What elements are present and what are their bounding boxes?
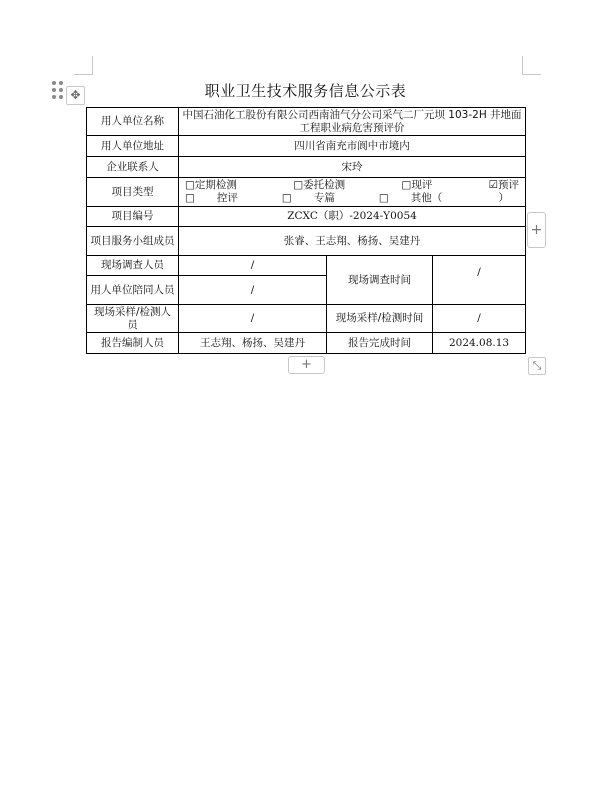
margin-corner-top-right [522,56,541,75]
sampling-staff-label: 现场采样/检测人员 [87,305,179,333]
survey-time-label: 现场调查时间 [327,256,433,305]
table-move-icon[interactable]: ✥ [66,86,85,105]
option-commissioned-check[interactable]: □委托检测 [293,179,346,191]
option-other[interactable]: □ 其他（ ） [378,192,510,204]
escort-label: 用人单位陪同人员 [87,276,179,305]
table-row [87,227,526,256]
report-done-value: 2024.08.13 [433,333,526,354]
team-value: 张睿、王志翔、杨扬、吴建丹 [179,227,526,256]
report-staff-value: 王志翔、杨扬、吴建丹 [179,333,327,354]
survey-time-value: / [433,256,526,305]
table-row [87,207,526,227]
option-special-chapter[interactable]: □ 专篇 [281,192,335,204]
report-staff-label: 报告编制人员 [87,333,179,354]
table-row [87,333,526,354]
table-row [87,256,526,276]
table-resize-icon[interactable]: ⤡ [528,357,546,375]
table-row [87,136,526,157]
checkbox-icon[interactable]: □ [401,179,412,191]
checkbox-icon[interactable]: □ [293,179,304,191]
project-no-value: ZCXC（职）-2024-Y0054 [179,207,526,227]
add-row-button[interactable]: + [288,356,325,374]
project-type-label: 项目类型 [87,178,179,207]
option-pre-eval[interactable]: ☑预评 [488,179,520,191]
team-label: 项目服务小组成员 [87,227,179,256]
option-control-eval[interactable]: □ 控评 [185,192,238,204]
survey-staff-value: / [179,256,327,276]
table-row [87,305,526,333]
contact-label: 企业联系人 [87,157,179,178]
sampling-time-label: 现场采样/检测时间 [327,305,433,333]
document-title: 职业卫生技术服务信息公示表 [204,82,407,100]
checkbox-icon[interactable]: □ [185,179,195,191]
option-periodic-check[interactable]: □定期检测 [185,179,237,191]
contact-value: 宋玲 [179,157,526,178]
survey-staff-label: 现场调查人员 [87,256,179,276]
checkbox-icon[interactable]: □ [378,192,389,204]
table-row [87,157,526,178]
option-current-eval[interactable]: □现评 [401,179,433,191]
table-row [87,108,526,136]
unit-name-label: 用人单位名称 [87,108,179,136]
project-type-options [179,178,526,207]
margin-corner-top-left [74,56,93,75]
drag-grip-icon[interactable] [51,81,65,99]
checkbox-icon[interactable]: □ [185,192,195,204]
table-row [87,178,526,207]
unit-address-value: 四川省南充市阆中市境内 [179,136,526,157]
sampling-staff-value: / [179,305,327,333]
report-done-label: 报告完成时间 [327,333,433,354]
info-table [86,107,526,354]
add-column-button[interactable]: + [527,212,546,248]
unit-address-label: 用人单位地址 [87,136,179,157]
escort-value: / [179,276,327,305]
checkbox-icon[interactable]: □ [281,192,292,204]
sampling-time-value: / [433,305,526,333]
checked-checkbox-icon[interactable]: ☑ [488,179,499,191]
project-no-label: 项目编号 [87,207,179,227]
unit-name-value: 中国石油化工股份有限公司西南油气分公司采气二厂元坝 103-2H 井地面工程职业病危害预评价 [179,108,526,136]
